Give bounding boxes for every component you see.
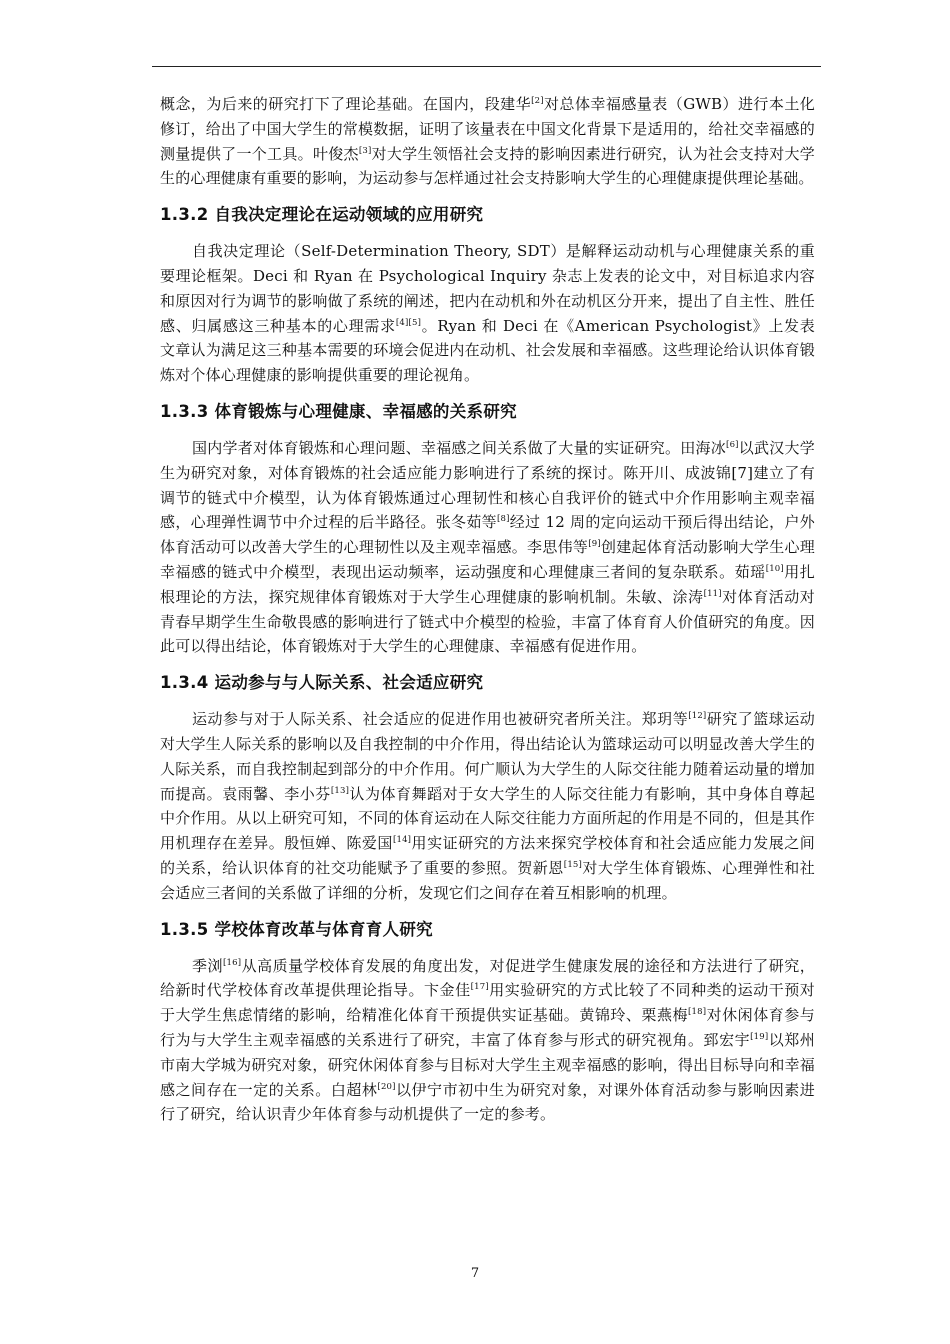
citation[interactable]: [12] xyxy=(688,711,707,722)
citation[interactable]: [14] xyxy=(392,835,412,846)
citation[interactable]: [16] xyxy=(223,957,242,968)
citation[interactable]: [19] xyxy=(750,1031,769,1042)
text: 经过 12 周的定向运动干预后得出结论，户外体育活动可以改善大学生的心理韧性以及主观幸福感。李思伟等 xyxy=(160,513,815,557)
citation[interactable]: [6] xyxy=(726,439,739,450)
text: 对休闲体育参与行为与大学生主观幸福感的关系进行了研究，丰富了体育参与形式的研究视角。郅宏宇 xyxy=(160,1006,815,1049)
section-heading-1-3-2: 1.3.2 自我决定理论在运动领域的应用研究 xyxy=(160,205,484,225)
text: 用实证研究的方法来探究学校体育和社会适应能力发展之间的关系，给认识体育的社交功能赋予了重要的参照。贺新恩 xyxy=(160,834,815,877)
citation[interactable]: [8] xyxy=(496,514,510,525)
paragraph-1-3-2 xyxy=(160,239,815,388)
text: 对体育活动对青春早期学生生命敬畏感的影响进行了链式中介模型的检验，丰富了体育育人价值研究的角度。因此可以得出结论，体育锻炼对于大学生的心理健康、幸福感有促进作用。 xyxy=(160,587,815,656)
paragraph-1-3-4 xyxy=(160,707,815,905)
citation[interactable]: [10] xyxy=(765,563,784,574)
section-heading-1-3-4: 1.3.4 运动参与与人际关系、社会适应研究 xyxy=(160,673,484,693)
citation[interactable]: [9] xyxy=(588,539,601,550)
text: 对大学生体育锻炼、心理弹性和社会适应三者间的关系做了详细的分析，发现它们之间存在着互相影响的机理。 xyxy=(160,858,815,902)
text: 创建起体育活动影响大学生心理幸福感的链式中介模型，表现出运动频率，运动强度和心理健康三者间的复杂联系。茹瑶 xyxy=(160,538,815,581)
section-heading-1-3-3: 1.3.3 体育锻炼与心理健康、幸福感的关系研究 xyxy=(160,401,517,421)
text: 认为体育舞蹈对于女大学生的人际交往能力有影响，其中身体自尊起中介作用。从以上研究可知，不同的体育运动在人际交往能力方面所起的作用是不同的，但是其作用机理存在差异。殷恒婵、陈爱国 xyxy=(160,784,815,853)
text: 研究了篮球运动对大学生人际关系的影响以及自我控制的中介作用，得出结论认为篮球运动可以明显改善大学生的人际关系，而自我控制起到部分的中介作用。何广顺认为大学生的人际交往能力随着运动量的增加而提高。袁雨馨、李小芬 xyxy=(160,710,815,803)
text: 以武汉大学生为研究对象，对体育锻炼的社会适应能力影响进行了系统的探讨。陈开川、成波锦[7]建立了有调节的链式中介模型，认为体育锻炼通过心理韧性和核心自我评价的链式中介作用影响主观幸福感，心理弹性调节中介过程的后半路径。张冬茹等 xyxy=(160,438,815,532)
citation[interactable]: [11] xyxy=(703,588,722,599)
citation[interactable]: [17] xyxy=(470,982,489,993)
paragraph-1-3-3 xyxy=(160,436,815,659)
text: 季浏 xyxy=(192,956,224,975)
page-body xyxy=(160,92,815,1127)
text: 以郑州市南大学城为研究对象，研究休闲体育参与目标对大学生主观幸福感的影响，得出目标导向和幸福感之间存在一定的关系。白超林 xyxy=(160,1030,815,1099)
text: 用实验研究的方式比较了不同种类的运动干预对于大学生焦虑情绪的影响，给精准化体育干预提供实证基础。黄锦玲、栗燕梅 xyxy=(160,981,815,1025)
header-rule xyxy=(152,66,821,67)
citation[interactable]: [4][5] xyxy=(395,317,422,328)
text: 以伊宁市初中生为研究对象，对课外体育活动参与影响因素进行了研究，给认识青少年体育参与动机提供了一定的参考。 xyxy=(160,1080,815,1124)
text: 。Ryan 和 Deci 在《American Psychologist》上发表文章认为满足这三种基本需要的环境会促进内在动机、社会发展和幸福感。这些理论给认识体育锻炼对个体心理健康的影响提供重要的理论视角。 xyxy=(160,316,815,385)
citation[interactable]: [2] xyxy=(531,96,544,106)
citation[interactable]: [15] xyxy=(563,859,583,870)
page-number: 7 xyxy=(470,1266,480,1281)
citation[interactable]: [18] xyxy=(688,1007,707,1018)
section-heading-1-3-5: 1.3.5 学校体育改革与体育育人研究 xyxy=(160,919,433,939)
paragraph-intro xyxy=(160,92,815,191)
paragraph-1-3-5 xyxy=(160,954,815,1128)
text: 从高质量学校体育发展的角度出发，对促进学生健康发展的途径和方法进行了研究，给新时代学校体育改革提供理论指导。卞金佳 xyxy=(160,956,815,1000)
text: 用扎根理论的方法，探究规律体育锻炼对于大学生心理健康的影响机制。朱敏、涂涛 xyxy=(160,562,815,606)
citation[interactable]: [3] xyxy=(358,145,372,156)
text: 对大学生领悟社会支持的影响因素进行研究，认为社会支持对大学生的心理健康有重要的影响，为运动参与怎样通过社会支持影响大学生的心理健康提供理论基础。 xyxy=(160,144,815,188)
text: 国内学者对体育锻炼和心理问题、幸福感之间关系做了大量的实证研究。田海冰 xyxy=(192,438,727,457)
text: 概念，为后来的研究打下了理论基础。在国内，段建华 xyxy=(160,95,532,113)
text: 运动参与对于人际关系、社会适应的促进作用也被研究者所关注。郑玥等 xyxy=(192,710,689,729)
text: 对总体幸福感量表（GWB）进行本土化修订，给出了中国大学生的常模数据，证明了该量表在中国文化背景下是适用的，给社交幸福感的测量提供了一个工具。叶俊杰 xyxy=(160,95,815,163)
citation[interactable]: [20] xyxy=(377,1081,396,1092)
text: 自我决定理论（Self-Determination Theory, SDT）是解释运动动机与心理健康关系的重要理论框架。Deci 和 Ryan 在 Psychological Inquiry 杂志上发表的论文中，对目标追求内容和原因对行为调节的影响做了系统的阐述，把内在动机和外在动机区分开来，提出了自主性、胜任感、归属感这三种基本的心理需求 xyxy=(160,242,815,335)
citation[interactable]: [13] xyxy=(330,785,350,796)
